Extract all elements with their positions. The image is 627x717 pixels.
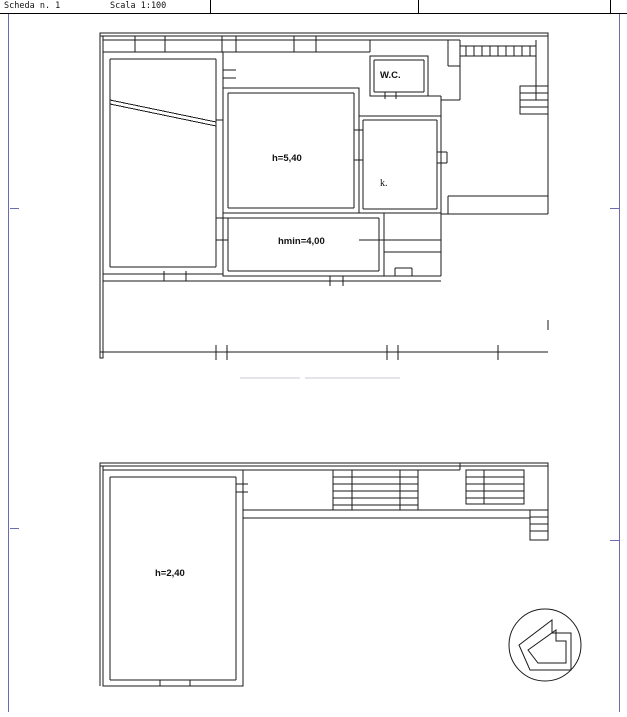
room-label-wc: W.C. [380,70,401,81]
scale-label: Scala 1:100 [110,1,167,11]
north-arrow-icon [509,609,581,681]
room-label-lower-height: h=2,40 [155,568,185,579]
room-label-hmin: hmin=4,00 [278,236,325,247]
room-label-kitchen: k. [380,178,388,189]
sheet-number-label: Scheda n. 1 [4,1,61,11]
room-label-living-height: h=5,40 [272,153,302,164]
